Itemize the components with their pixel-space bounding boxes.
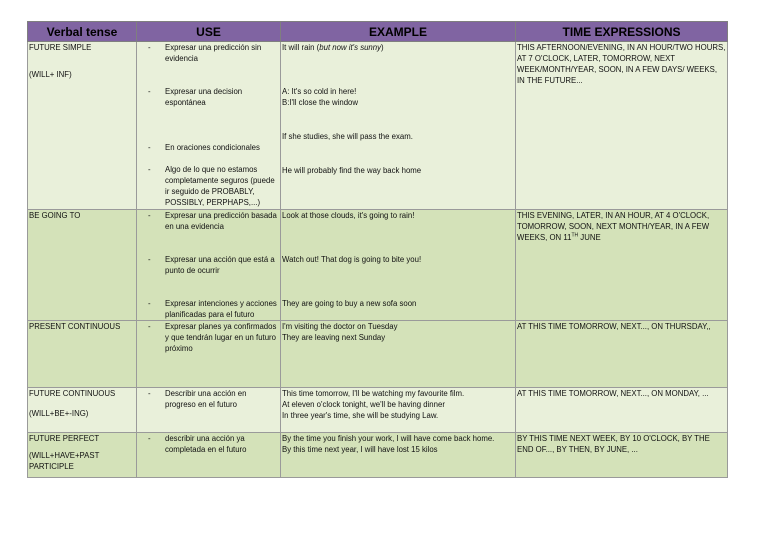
use-cell bbox=[137, 433, 281, 478]
table-row-be-going-to bbox=[28, 210, 728, 321]
time-expressions-cell: THIS EVENING, LATER, IN AN HOUR, AT 4 O'CLOCK, TOMORROW, SOON, NEXT MONTH/YEAR, IN A FEW WEEKS, ON 11TH JUNE bbox=[516, 210, 728, 321]
tense-cell bbox=[28, 210, 137, 321]
use-cell bbox=[137, 210, 281, 321]
example-cell bbox=[281, 321, 516, 388]
header-row bbox=[28, 22, 728, 42]
table-row-future-simple bbox=[28, 42, 728, 210]
example-line: It will rain (but now it's sunny) bbox=[282, 43, 384, 52]
time-expressions-cell: THIS AFTERNOON/EVENING, IN AN HOUR/TWO HOURS, AT 7 O'CLOCK, LATER, TOMORROW, NEXT WEEK/MONTH/YEAR, SOON, IN A FEW DAYS/ WEEKS, IN THE FUTURE... bbox=[516, 42, 728, 210]
use-item: - Expresar una predicción basada en una evidencia bbox=[138, 210, 279, 254]
example-line: B:I'll close the window bbox=[282, 98, 359, 107]
use-cell bbox=[137, 321, 281, 388]
example-line: If she studies, she will pass the exam. bbox=[282, 132, 413, 141]
tense-form: (WILL+BE+-ING) bbox=[29, 409, 89, 418]
tense-form: (WILL+ INF) bbox=[29, 70, 72, 79]
use-item: - Expresar intenciones y acciones planificadas para el futuro bbox=[138, 298, 279, 320]
tense-name: BE GOING TO bbox=[29, 211, 81, 220]
use-item: - Expresar una acción que está a punto de ocurrir bbox=[138, 254, 279, 298]
use-item: - Expresar una predicción sin evidencia bbox=[138, 42, 279, 86]
example-line: They are leaving next Sunday bbox=[282, 333, 386, 342]
example-cell bbox=[281, 433, 516, 478]
example-line: He will probably find the way back home bbox=[282, 166, 422, 175]
example-cell bbox=[281, 42, 516, 210]
use-item: - Expresar una decision espontánea bbox=[138, 86, 279, 142]
time-expressions-cell: BY THIS TIME NEXT WEEK, BY 10 O'CLOCK, BY THE END OF..., BY THEN, BY JUNE, ... bbox=[516, 433, 728, 478]
example-line: In three year's time, she will be studying Law. bbox=[282, 411, 439, 420]
tense-name: FUTURE CONTINUOUS bbox=[29, 389, 116, 398]
example-line: By the time you finish your work, I will have come back home. bbox=[282, 434, 495, 443]
example-cell bbox=[281, 388, 516, 433]
header-time-expressions: TIME EXPRESSIONS bbox=[516, 22, 728, 42]
header-verbal-tense: Verbal tense bbox=[28, 22, 137, 42]
use-cell bbox=[137, 42, 281, 210]
example-cell bbox=[281, 210, 516, 321]
example-line: At eleven o'clock tonight, we'll be having dinner bbox=[282, 400, 445, 409]
tense-name: FUTURE PERFECT bbox=[29, 434, 100, 443]
example-line: This time tomorrow, I'll be watching my favourite film. bbox=[282, 389, 465, 398]
use-cell bbox=[137, 388, 281, 433]
tense-cell bbox=[28, 321, 137, 388]
tense-name: PRESENT CONTINUOUS bbox=[29, 322, 121, 331]
tense-name: FUTURE SIMPLE bbox=[29, 43, 92, 52]
use-item: - En oraciones condicionales bbox=[138, 142, 279, 164]
example-line: I'm visiting the doctor on Tuesday bbox=[282, 322, 398, 331]
table-row-future-continuous bbox=[28, 388, 728, 433]
tense-form: (WILL+HAVE+PAST PARTICIPLE bbox=[29, 451, 100, 471]
use-item: - Algo de lo que no estamos completamente seguros (puede ir seguido de PROBABLY, POSSIBLY, PERPHAPS,...) bbox=[138, 164, 279, 208]
example-line: A: It's so cold in here! bbox=[282, 87, 357, 96]
example-line: They are going to buy a new sofa soon bbox=[282, 299, 417, 308]
table-row-future-perfect bbox=[28, 433, 728, 478]
example-line: Watch out! That dog is going to bite you! bbox=[282, 255, 422, 264]
tense-cell bbox=[28, 388, 137, 433]
verb-tense-table bbox=[27, 21, 728, 478]
use-item: - Describir una acción en progreso en el futuro bbox=[138, 388, 279, 410]
header-use: USE bbox=[137, 22, 281, 42]
use-item: - describir una acción ya completada en el futuro bbox=[138, 433, 279, 455]
tense-cell bbox=[28, 42, 137, 210]
tense-cell bbox=[28, 433, 137, 478]
header-example: EXAMPLE bbox=[281, 22, 516, 42]
use-item: - Expresar planes ya confirmados y que tendrán lugar en un futuro próximo bbox=[138, 321, 279, 354]
example-line: By this time next year, I will have lost 15 kilos bbox=[282, 445, 438, 454]
time-expressions-cell: AT THIS TIME TOMORROW, NEXT..., ON THURSDAY,, bbox=[516, 321, 728, 388]
time-expressions-cell: AT THIS TIME TOMORROW, NEXT..., ON MONDAY, ... bbox=[516, 388, 728, 433]
table-row-present-continuous bbox=[28, 321, 728, 388]
example-line: Look at those clouds, it's going to rain! bbox=[282, 211, 415, 220]
